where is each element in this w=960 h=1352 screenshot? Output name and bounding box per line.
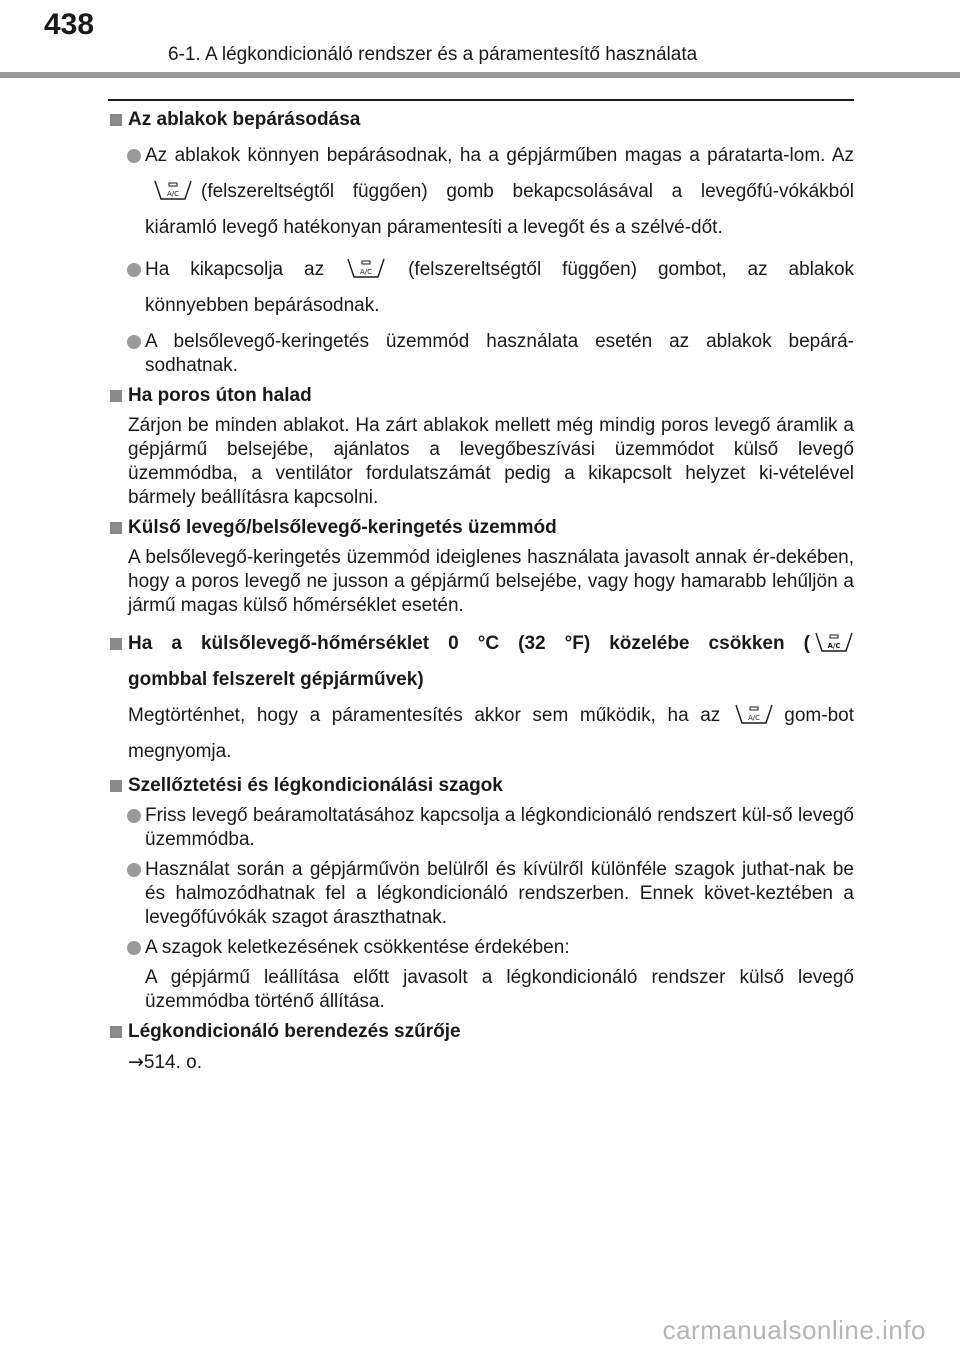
watermark: carmanualsonline.info	[662, 1315, 926, 1345]
section-heading	[108, 626, 854, 698]
svg-text:A/C: A/C	[827, 642, 841, 650]
ac-button-icon	[814, 631, 854, 653]
bullet-text: A belsőlevegő-keringetés üzemmód használata esetén az ablakok bepárá-sodhatnak.	[145, 331, 854, 376]
square-marker-icon	[110, 780, 122, 792]
paragraph: A gépjármű leállítása előtt javasolt a légkondicionáló rendszer külső levegő üzemmódba történő állítása.	[145, 967, 854, 1012]
bullet-text: (felszereltségtől függően) gomb bekapcsolásával a levegőfú-vókákból kiáramló levegő hatékonyan páramentesíti a levegőt és a szélvé-dőt.	[145, 181, 854, 238]
bullet-text: Friss levegő beáramoltatásához kapcsolja a légkondicionáló rendszert kül-ső levegő üzemmódba.	[145, 805, 854, 850]
circle-bullet-icon	[127, 263, 141, 277]
section-divider	[108, 99, 854, 101]
list-item	[108, 252, 854, 324]
page-content	[108, 108, 854, 1075]
header-bar	[0, 72, 960, 78]
svg-text:A/C: A/C	[748, 714, 761, 722]
square-marker-icon	[110, 390, 122, 402]
svg-text:A/C: A/C	[166, 190, 180, 198]
circle-bullet-icon	[127, 149, 141, 163]
ac-button-icon	[153, 179, 193, 201]
circle-bullet-icon	[127, 863, 141, 877]
section-title: Külső levegő/belsőlevegő-keringetés üzemmód	[128, 517, 557, 538]
bullet-text: A szagok keletkezésének csökkentése érdekében:	[145, 937, 570, 958]
section-title: Ha a külsőlevegő-hőmérséklet 0 °C (32 °F) közelébe csökken (	[128, 633, 810, 654]
paragraph-text: Megtörténhet, hogy a páramentesítés akkor sem működik, ha az	[128, 705, 721, 726]
section-title: Szellőztetési és légkondicionálási szagok	[128, 775, 503, 796]
paragraph-text: gom-bot megnyomja.	[128, 705, 854, 762]
list-item	[108, 804, 854, 852]
bullet-text: Használat során a gépjárművön belülről és kívülről különféle szagok juthat-nak be és halmozódhatnak fel a légkondicionáló rendszerben. Ennek követ-keztében a levegőfúvókák szagot áraszthatnak.	[145, 859, 854, 928]
list-item	[108, 858, 854, 930]
section-title: gombbal felszerelt gépjárművek)	[128, 669, 424, 690]
paragraph: A belsőlevegő-keringetés üzemmód ideiglenes használata javasolt annak ér-dekében, hogy a poros levegő ne jusson a gépjármű belsejébe, vagy hogy hamarabb lehűljön a jármű magas külső hőmérséklet esetén.	[128, 547, 854, 616]
ac-button-icon	[346, 257, 386, 279]
circle-bullet-icon	[127, 335, 141, 349]
square-marker-icon	[110, 114, 122, 126]
section-title: Légkondicionáló berendezés szűrője	[128, 1021, 461, 1042]
paragraph: Zárjon be minden ablakot. Ha zárt ablakok mellett még mindig poros levegő áramlik a gépjármű belsejébe, ajánlatos a levegőbeszívási üzemmódot külső levegő üzemmódba, a ventilátor fordulatszámát pedig a kikapcsolt helyzet ki-vételével bármely beállításra kapcsolni.	[128, 415, 854, 508]
bullet-text: (felszereltségtől függően) gombot, az ablakok könnyebben bepárásodnak.	[145, 259, 855, 316]
list-item	[108, 330, 854, 378]
section-heading	[108, 516, 854, 540]
list-item	[108, 936, 854, 960]
svg-text:A/C: A/C	[360, 268, 373, 276]
list-item	[108, 138, 854, 246]
ac-button-icon	[734, 703, 774, 725]
section-heading	[108, 108, 854, 132]
square-marker-icon	[110, 638, 122, 650]
page-reference-link[interactable]: 514. o.	[143, 1052, 203, 1073]
section-heading	[108, 384, 854, 408]
bullet-text: Az ablakok könnyen bepárásodnak, ha a gépjárműben magas a páratarta-lom. Az	[145, 145, 854, 166]
section-title: Ha poros úton halad	[128, 385, 312, 406]
circle-bullet-icon	[127, 809, 141, 823]
square-marker-icon	[110, 1026, 122, 1038]
section-heading	[108, 774, 854, 798]
section-heading	[108, 1020, 854, 1044]
page-reference[interactable]	[108, 1050, 854, 1075]
arrow-right-icon: →	[128, 1051, 144, 1073]
circle-bullet-icon	[127, 941, 141, 955]
chapter-title: 6-1. A légkondicionáló rendszer és a páramentesítő használata	[168, 44, 698, 65]
section-title: Az ablakok bepárásodása	[128, 109, 361, 130]
bullet-text: Ha kikapcsolja az	[145, 259, 325, 280]
paragraph	[108, 698, 854, 770]
page-number: 438	[44, 8, 95, 41]
square-marker-icon	[110, 522, 122, 534]
